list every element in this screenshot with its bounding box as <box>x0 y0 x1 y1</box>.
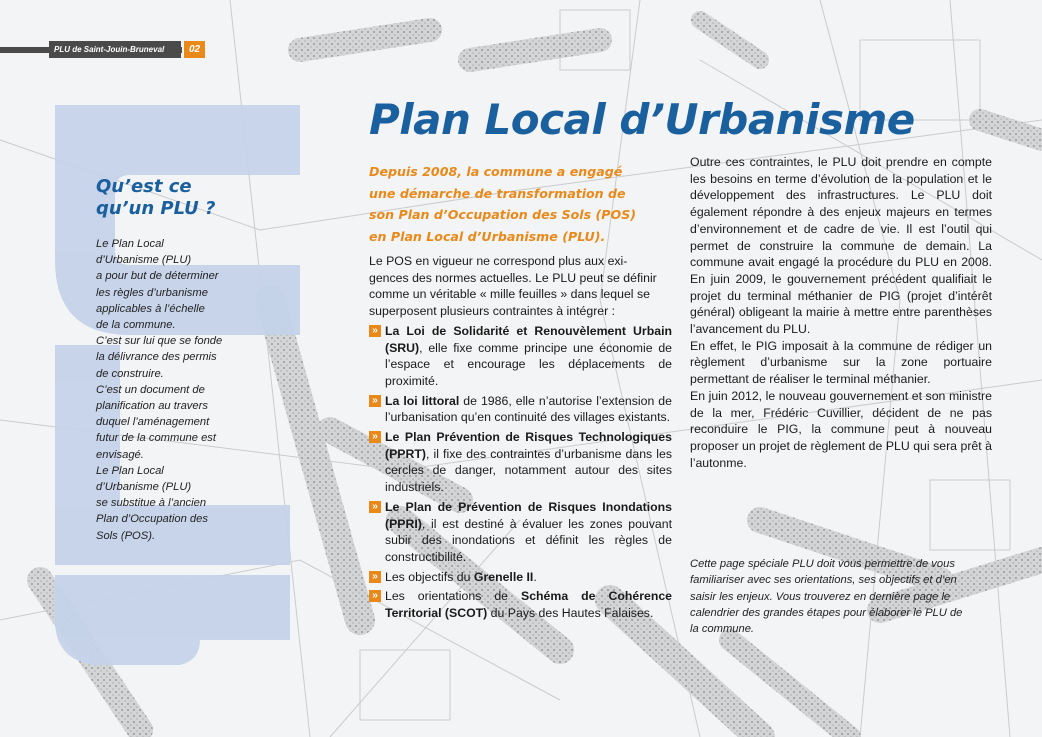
sidebar-body-line: Sols (POS). <box>96 529 156 542</box>
chevron-right-icon: » <box>369 590 381 602</box>
constraint-item <box>369 588 672 621</box>
lead-line: Depuis 2008, la commune a engagé <box>369 164 623 179</box>
sidebar-body-line: de la commune. <box>96 319 176 332</box>
constraint-name: Grenelle II <box>473 569 534 584</box>
constraint-item <box>369 429 672 496</box>
constraint-item <box>369 323 672 390</box>
constraint-description: du Pays des Hautes Falaises. <box>487 606 654 621</box>
sidebar-body-line: Le Plan Local <box>96 464 164 477</box>
sidebar-body-line: duquel l’aménagement <box>96 416 210 429</box>
sidebar-body-line: planification au travers <box>96 400 208 413</box>
sidebar-body <box>96 236 246 544</box>
constraint-prefix: Les objectifs du <box>385 569 474 584</box>
closing-note <box>690 556 996 637</box>
constraint-description: , elle fixe comme principe une économie de l’espace et encourage les déplacements de proximité. <box>385 340 672 388</box>
sidebar-body-line: les règles d’urbanisme <box>96 286 208 299</box>
chevron-right-icon: » <box>369 571 381 583</box>
intro-line: Le POS en vigueur ne correspond plus aux exi- <box>369 254 628 268</box>
intro-paragraph <box>369 253 672 320</box>
right-column <box>690 154 992 471</box>
constraint-prefix: Les orientations de <box>385 589 521 604</box>
sidebar-body-line: Le Plan Local <box>96 238 164 250</box>
sidebar-body-line: C’est sur lui que se fonde <box>96 335 223 348</box>
header-label: PLU de Saint-Jouin-Bruneval <box>49 41 181 58</box>
sidebar-body-line: Plan d’Occupation des <box>96 513 208 526</box>
chevron-right-icon: » <box>369 431 381 443</box>
right-paragraph: En juin 2012, le nouveau gouvernement et son ministre de la mer, Frédéric Cuvillier, décident de ne pas reconduire le PIG, la commune peut à nouveau proposer un projet de règlement de PLU qui sera prêt à l’autonme. <box>690 388 992 470</box>
sidebar-body-line: la délivrance des permis <box>96 351 217 364</box>
sidebar-title <box>96 176 246 220</box>
sidebar-body-line: C’est un document de <box>96 383 205 396</box>
chevron-right-icon: » <box>369 395 381 407</box>
constraint-name: La Loi de Solidarité et Renouvèlement Urbain (SRU) <box>385 323 672 355</box>
intro-line: gences des normes actuelles. Le PLU peut se définir <box>369 270 657 285</box>
sidebar-body-line: d’Urbanisme (PLU) <box>96 481 192 494</box>
constraint-description: de 1986, elle n’autorise l’extension de l’urbanisation qu’en continuité des villages existants. <box>385 393 672 425</box>
constraint-description: . <box>533 569 537 584</box>
chevron-right-icon: » <box>369 325 381 337</box>
sidebar-body-line: de construire. <box>96 367 164 380</box>
lead-line: une démarche de transformation de <box>369 185 626 201</box>
middle-column <box>369 253 672 622</box>
constraint-description: , il fixe des contraintes d’urbanisme dans les cercles de danger, notamment autour des sites industriels. <box>385 446 672 495</box>
constraint-description: , il est destiné à évaluer les zones pouvant subir des inondations et définit les règles de constructibilité. <box>385 516 672 564</box>
intro-line: comme un véritable « mille feuilles » dans lequel se <box>369 287 650 302</box>
sidebar-body-line: d’Urbanisme (PLU) <box>96 254 192 267</box>
right-paragraph: En effet, le PIG imposait à la commune de rédiger un règlement d’urbanisme sur la zone portuaire permettant de réaliser le terminal méthanier. <box>690 338 992 387</box>
note-line: saisir les enjeux. Vous trouverez en dernière page le <box>690 590 951 603</box>
page-title: Plan Local d’Urbanisme <box>369 95 915 144</box>
right-paragraph: Outre ces contraintes, le PLU doit prendre en compte les besoins en terme d’évolution de la population et le développement des infrastructures. Le PLU doit également répondre à des enjeux majeurs en termes d’environnement et de cadre de vie. Il est l’outil qui permet de construire la commune de demain. La commune avait engagé la procédure du PLU en 2008. En juin 2009, le gouvernement précédent qualifiait le projet du terminal méthanier de PIG (projet d’intérêt général) obligeant la mairie à mettre entre parenthèses l’avancement du PLU. <box>690 155 992 337</box>
constraint-item <box>369 393 672 426</box>
lead-paragraph <box>369 161 669 247</box>
sidebar-title-line: qu’un PLU ? <box>96 198 216 219</box>
note-line: familiariser avec ses orientations, ses objectifs et d’en <box>690 574 957 587</box>
constraint-name: Schéma de Cohérence Territorial (SCOT) <box>385 589 673 621</box>
constraint-item <box>369 569 672 586</box>
lead-line: son Plan d’Occupation des Sols (POS) <box>369 207 637 222</box>
sidebar-body-line: futur de la commune est <box>96 432 217 445</box>
note-line: Cette page spéciale PLU doit vous permettre de vous <box>690 558 955 570</box>
constraint-name: La loi littoral <box>385 393 460 408</box>
constraint-name: Le Plan de Prévention de Risques Inondations (PPRI) <box>385 499 672 531</box>
intro-line: superposent plusieurs contraintes à intégrer : <box>369 304 616 319</box>
chevron-right-icon: » <box>369 501 381 513</box>
note-line: calendrier des grandes étapes pour élaborer le PLU de <box>690 606 963 619</box>
lead-line: en Plan Local d’Urbanisme (PLU). <box>369 228 606 244</box>
note-line: la commune. <box>690 623 755 636</box>
sidebar-body-line: applicables à l’échelle <box>96 302 205 315</box>
sidebar-title-line: Qu’est ce <box>96 176 192 197</box>
constraint-item <box>369 499 672 566</box>
page-number: 02 <box>184 41 205 58</box>
constraints-list <box>369 323 672 622</box>
sidebar-body-line: se substitue à l’ancien <box>96 497 207 510</box>
constraint-name: Le Plan Prévention de Risques Technologiques (PPRT) <box>385 430 672 461</box>
sidebar-body-line: envisagé. <box>96 448 144 461</box>
sidebar-body-line: a pour but de déterminer <box>96 270 219 283</box>
